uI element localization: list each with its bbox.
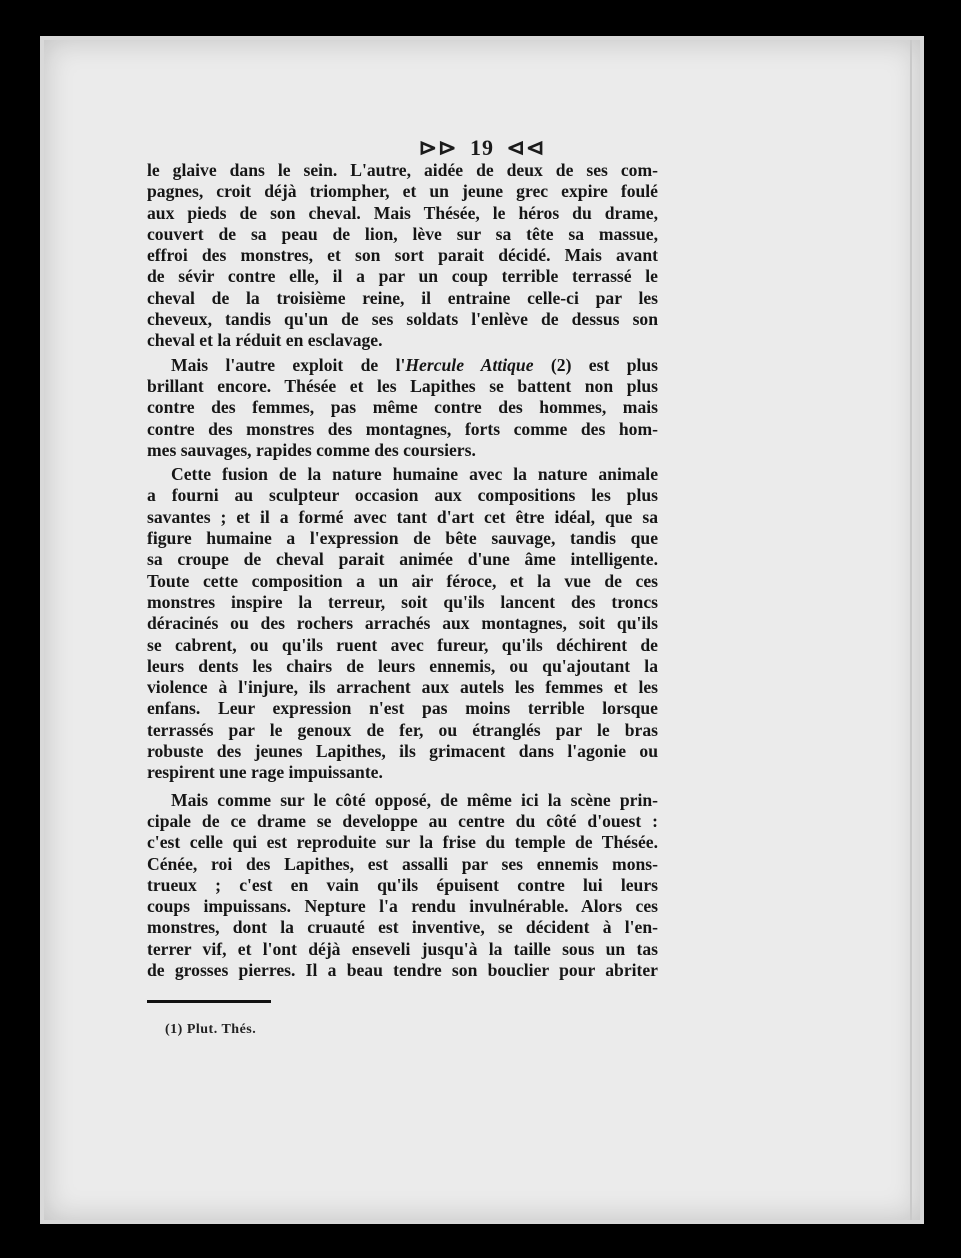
book-title: Hercule Attique <box>405 354 534 375</box>
text-line: a fourni au sculpteur occasion aux compositions les plus <box>147 485 658 506</box>
text-line: respirent une rage impuissante. <box>147 762 383 783</box>
text-line <box>147 355 658 376</box>
text-line: leurs dents les chairs de leurs ennemis, ou qu'ajoutant la <box>147 655 658 676</box>
footnote-rule <box>147 1000 271 1003</box>
text-line: robuste des jeunes Lapithes, ils grimacent dans l'agonie ou <box>147 741 658 762</box>
right-ornament: ⊲⊲ <box>506 134 546 160</box>
text-line: monstres, dont la cruauté est inventive, se décident à l'en- <box>147 917 658 938</box>
text-line: se cabrent, ou qu'ils ruent avec fureur, qu'ils déchirent de <box>147 634 658 655</box>
text-line: déracinés ou des rochers arrachés aux montagnes, soit qu'ils <box>147 613 658 634</box>
text-line: de grosses pierres. Il a beau tendre son bouclier pour abriter <box>147 959 658 980</box>
text-line: cheval de la troisième reine, il entraine celle-ci par les <box>147 287 658 308</box>
text-line: enfans. Leur expression n'est pas moins terrible lorsque <box>147 698 658 719</box>
text-line: Mais comme sur le côté opposé, de même ici la scène prin- <box>171 789 658 810</box>
text-line: brillant encore. Thésée et les Lapithes se battent non plus <box>147 375 658 396</box>
document-page <box>44 40 920 1220</box>
text-segment: (2) est plus <box>533 354 659 375</box>
text-line: Cénée, roi des Lapithes, est assalli par ses ennemis mons- <box>147 853 658 874</box>
text-line: Cette fusion de la nature humaine avec la nature animale <box>171 464 658 485</box>
text-line: monstres inspire la terreur, soit qu'ils lancent des troncs <box>147 591 658 612</box>
page-number: 19 <box>470 134 494 160</box>
text-line: mes sauvages, rapides comme des coursiers. <box>147 439 476 460</box>
text-line: Toute cette composition a un air féroce, et la vue de ces <box>147 570 658 591</box>
page-header <box>44 133 920 161</box>
text-line: cheval et la réduit en esclavage. <box>147 330 383 351</box>
body-text <box>147 160 658 981</box>
text-line: trueux ; c'est en vain qu'ils épuisent contre lui leurs <box>147 874 658 895</box>
left-ornament: ⊳⊳ <box>418 134 458 160</box>
text-line: contre des femmes, pas même contre des hommes, mais <box>147 397 658 418</box>
footnote: (1) Plut. Thés. <box>165 1022 257 1037</box>
text-line: violence à l'injure, ils arrachent aux autels les femmes et les <box>147 677 658 698</box>
text-line: coups impuissans. Nepture l'a rendu invulnérable. Alors ces <box>147 896 658 917</box>
page-edge <box>910 40 912 1220</box>
text-line: sa croupe de cheval parait animée d'une âme intelligente. <box>147 549 658 570</box>
text-line: le glaive dans le sein. L'autre, aidée de deux de ses com- <box>147 160 658 180</box>
text-line: cheveux, tandis qu'un de ses soldats l'enlève de dessus son <box>147 309 658 330</box>
text-line: cipale de ce drame se developpe au centre du côté d'ouest : <box>147 810 658 831</box>
text-line: contre des monstres des montagnes, forts comme des hom- <box>147 418 658 439</box>
text-line: aux pieds de son cheval. Mais Thésée, le héros du drame, <box>147 202 658 223</box>
text-line: figure humaine a l'expression de bête sauvage, tandis que <box>147 528 658 549</box>
text-line: c'est celle qui est reproduite sur la frise du temple de Thésée. <box>147 832 658 853</box>
text-line: couvert de sa peau de lion, lève sur sa tête sa massue, <box>147 223 658 244</box>
text-segment: Mais l'autre exploit de l' <box>171 354 406 375</box>
text-line: pagnes, croit déjà triompher, et un jeune grec expire foulé <box>147 181 658 202</box>
text-line: terrassés par le genoux de fer, ou étranglés par le bras <box>147 719 658 740</box>
text-line: effroi des monstres, et son sort parait décidé. Mais avant <box>147 245 658 266</box>
text-line: savantes ; et il a formé avec tant d'art cet être idéal, que sa <box>147 506 658 527</box>
text-line: de sévir contre elle, il a par un coup terrible terrassé le <box>147 266 658 287</box>
text-line: terrer vif, et l'ont déjà enseveli jusqu'à la taille sous un tas <box>147 938 658 959</box>
